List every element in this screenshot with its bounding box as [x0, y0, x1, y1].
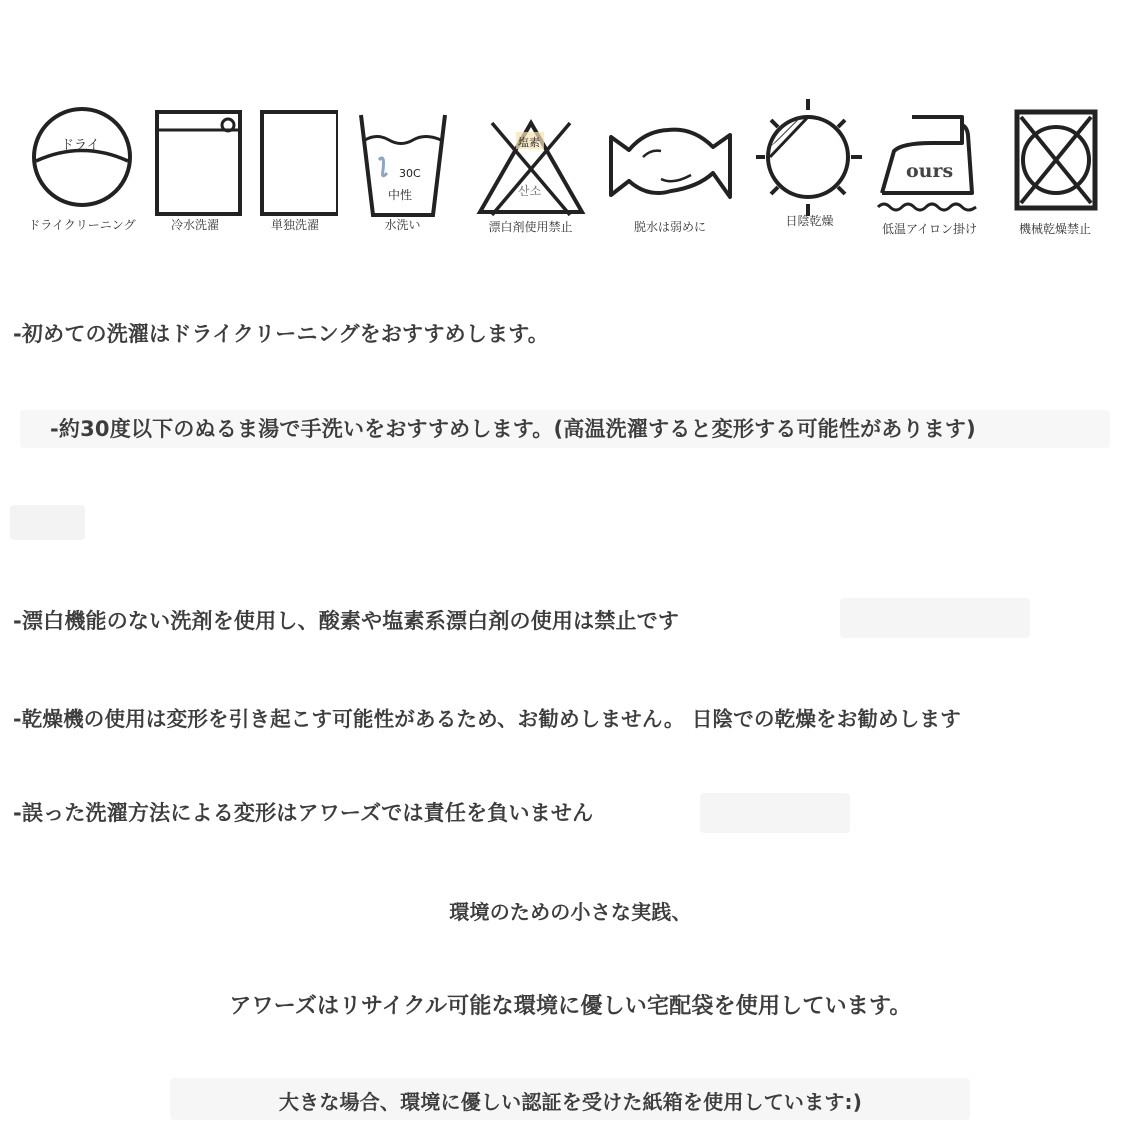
- eco-paper-box: 大きな場合、環境に優しい認証を受けた紙箱を使用しています:): [278, 1090, 863, 1114]
- care-label: 漂白剤使用禁止: [488, 220, 573, 234]
- gentle-wring-icon: [603, 95, 738, 220]
- care-item-dry-clean: [22, 95, 142, 233]
- care-label: 単独洗濯: [270, 218, 319, 232]
- svg-text:산소: 산소: [517, 184, 541, 198]
- eco-heading: 環境のための小さな実践、: [449, 900, 692, 924]
- note-hand-wash: -約30度以下のぬるま湯で手洗いをおすすめします。(高温洗濯すると変形する可能性があります): [50, 417, 976, 441]
- care-item-cold-wash: [145, 95, 245, 233]
- svg-text:ours: ours: [906, 160, 954, 182]
- care-label: 日陰乾燥: [785, 214, 834, 228]
- care-item-no-tumble-dry: [1005, 95, 1105, 237]
- svg-text:ドライ: ドライ: [61, 138, 100, 153]
- svg-text:30C: 30C: [399, 167, 421, 180]
- dry-clean-icon: [27, 95, 137, 220]
- care-item-shade-dry: [752, 95, 867, 229]
- background-smudge: [10, 505, 85, 540]
- care-item-hand-wash: [355, 95, 450, 233]
- background-smudge: [840, 598, 1030, 638]
- care-symbols-row: [0, 95, 1141, 265]
- care-item-low-iron: [872, 95, 987, 237]
- note-dryer: -乾燥機の使用は変形を引き起こす可能性があるため、お勧めしません。 日陰での乾燥をお勧めします: [13, 707, 961, 731]
- note-responsibility: -誤った洗濯方法による変形はアワーズでは責任を負いません: [13, 801, 594, 825]
- care-label: 冷水洗濯: [170, 218, 219, 232]
- care-label: ドライクリーニング: [28, 218, 136, 232]
- cold-wash-icon: [148, 95, 243, 220]
- hand-wash-tub-icon: [355, 95, 450, 220]
- care-label: 機械乾燥禁止: [1018, 222, 1091, 236]
- care-item-no-bleach: [468, 95, 593, 235]
- separate-wash-icon: [253, 95, 338, 220]
- no-bleach-icon: [472, 95, 590, 220]
- svg-text:塩素: 塩素: [517, 136, 540, 149]
- no-tumble-dry-icon: [1007, 95, 1103, 220]
- background-smudge: [700, 793, 850, 833]
- care-item-separate-wash: [250, 95, 340, 233]
- low-iron-icon: [872, 95, 987, 220]
- shade-dry-icon: [754, 95, 866, 220]
- note-dry-clean: -初めての洗濯はドライクリーニングをおすすめします。: [13, 322, 549, 346]
- care-label: 水洗い: [384, 218, 421, 232]
- note-bleach: -漂白機能のない洗剤を使用し、酸素や塩素系漂白剤の使用は禁止です: [13, 609, 680, 633]
- svg-text:中性: 中性: [388, 188, 413, 202]
- care-item-gentle-wring: [600, 95, 740, 235]
- eco-packaging: アワーズはリサイクル可能な環境に優しい宅配袋を使用しています。: [229, 994, 912, 1019]
- care-label: 脱水は弱めに: [633, 220, 706, 234]
- care-label: 低温アイロン掛け: [882, 222, 977, 236]
